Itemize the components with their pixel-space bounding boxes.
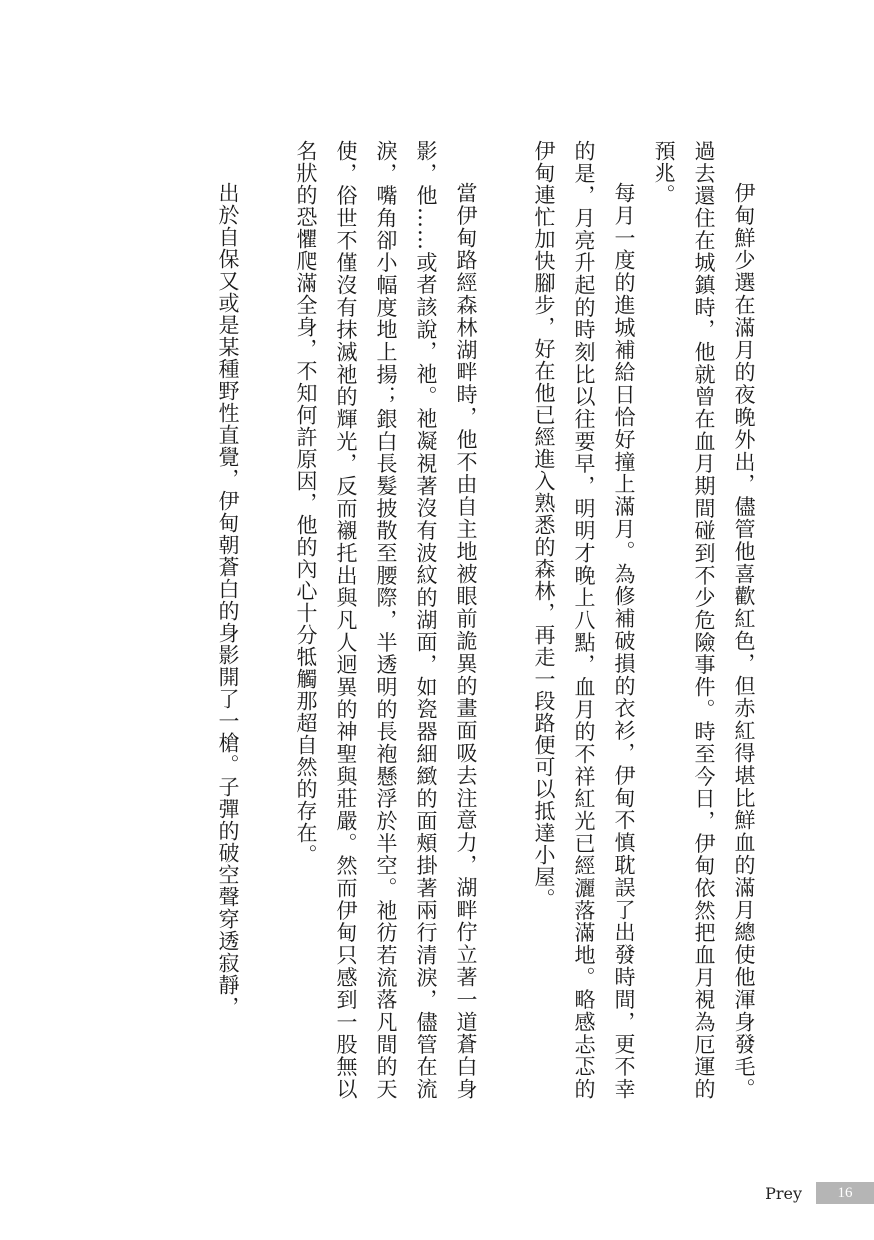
paragraph-1: 伊甸鮮少選在滿月的夜晚外出，儘管他喜歡紅色，但赤紅得堪比鮮血的滿月總使他渾身發毛。過去還住在城鎮時，他就曾在血月期間碰到不少危險事件。時至今日，伊甸依然把血月視為厄運的預兆。	[652, 140, 756, 1100]
page-footer	[765, 1182, 874, 1204]
paragraph-4: 出於自保又或是某種野性直覺，伊甸朝蒼白的身影開了一槍。子彈的破空聲穿透寂靜，	[216, 182, 240, 1018]
page-number: 16	[816, 1182, 874, 1204]
paragraph-3: 當伊甸路經森林湖畔時，他不由自主地被眼前詭異的畫面吸去注意力，湖畔佇立著一道蒼白身影，他……或者該說，祂。祂凝視著沒有波紋的湖面，如瓷器細緻的面頰掛著兩行清淚，儘管在流淚，嘴角卻小幅度地上揚；銀白長髮披散至腰際，半透明的長袍懸浮於半空。祂彷若流落凡間的天使，俗世不僅沒有抹滅祂的輝光，反而襯托出與凡人迥異的神聖與莊嚴。然而伊甸只感到一股無以名狀的恐懼爬滿全身，不知何許原因，他的內心十分牴觸那超自然的存在。	[294, 140, 478, 1100]
paragraph-2: 每月一度的進城補給日恰好撞上滿月。為修補破損的衣衫，伊甸不慎耽誤了出發時間，更不幸的是，月亮升起的時刻比以往要早，明明才晚上八點，血月的不祥紅光已經灑落滿地。略感忐忑的伊甸連忙加快腳步，好在他已經進入熟悉的森林，再走一段路便可以抵達小屋。	[532, 140, 636, 1100]
vertical-body-text	[170, 140, 764, 1100]
running-title: Prey	[765, 1183, 802, 1203]
